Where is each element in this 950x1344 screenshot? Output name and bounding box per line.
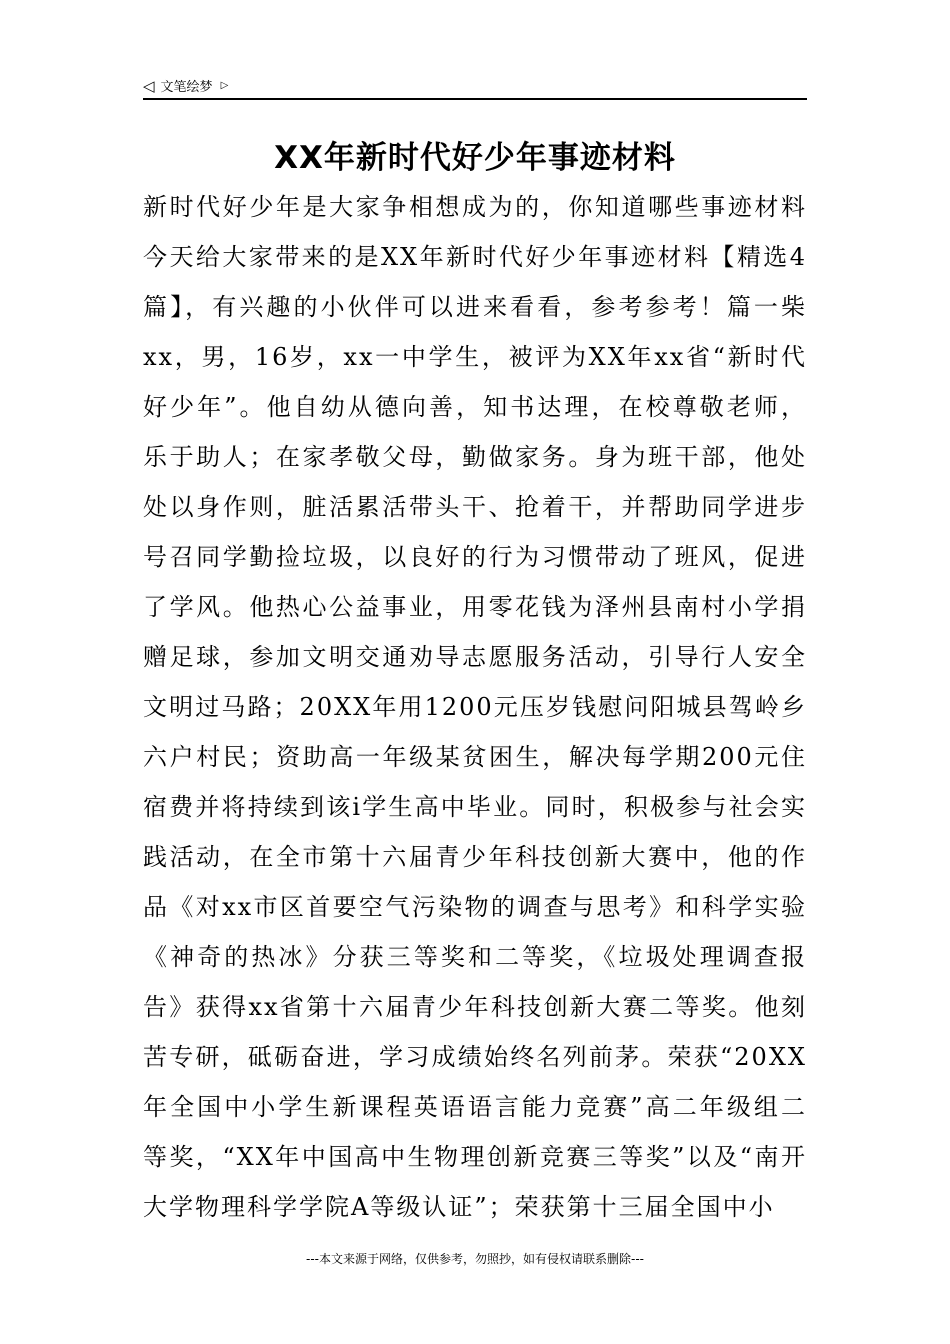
triangle-left-outline-icon: ◁ — [143, 76, 155, 95]
brand-name: 文笔绘梦 — [160, 80, 213, 95]
document-body: 新时代好少年是大家争相想成为的，你知道哪些事迹材料今天给大家带来的是XX年新时代好少年事迹材料【精选4篇】，有兴趣的小伙伴可以进来看看，参考参考！篇一柴xx，男，16岁，xx一中学生，被评为XX年xx省“新时代好少年”。他自幼从德向善，知书达理，在校尊敬老师，乐于助人；在家孝敬父母，勤做家务。身为班干部，他处处以身作则，脏活累活带头干、抢着干，并帮助同学进步号召同学勤捡垃圾，以良好的行为习惯带动了班风，促进了学风。他热心公益事业，用零花钱为泽州县南村小学捐赠足球，参加文明交通劝导志愿服务活动，引导行人安全文明过马路；20XX年用1200元压岁钱慰问阳城县驾岭乡六户村民；资助高一年级某贫困生，解决每学期200元住宿费并将持续到该i学生高中毕业。同时，积极参与社会实践活动，在全市第十六届青少年科技创新大赛中，他的作品《对xx市区首要空气污染物的调查与思考》和科学实验《神奇的热冰》分获三等奖和二等奖，《垃圾处理调查报告》获得xx省第十六届青少年科技创新大赛二等奖。他刻苦专研，砥砺奋进，学习成绩始终名列前茅。荣获“20XX年全国中小学生新课程英语语言能力竞赛”高二年级组二等奖，“XX年中国高中生物理创新竞赛三等奖”以及“南开大学物理科学学院A等级认证”；荣获第十三届全国中小 — [143, 193, 807, 1221]
brand — [143, 76, 228, 95]
document-title: XX年新时代好少年事迹材料 — [274, 140, 676, 176]
footer-notice: ---本文来源于网络，仅供参考，勿照抄，如有侵权请联系删除--- — [306, 1252, 644, 1266]
triangle-right-outline-icon: ▷ — [220, 80, 229, 91]
page-header — [143, 70, 807, 100]
